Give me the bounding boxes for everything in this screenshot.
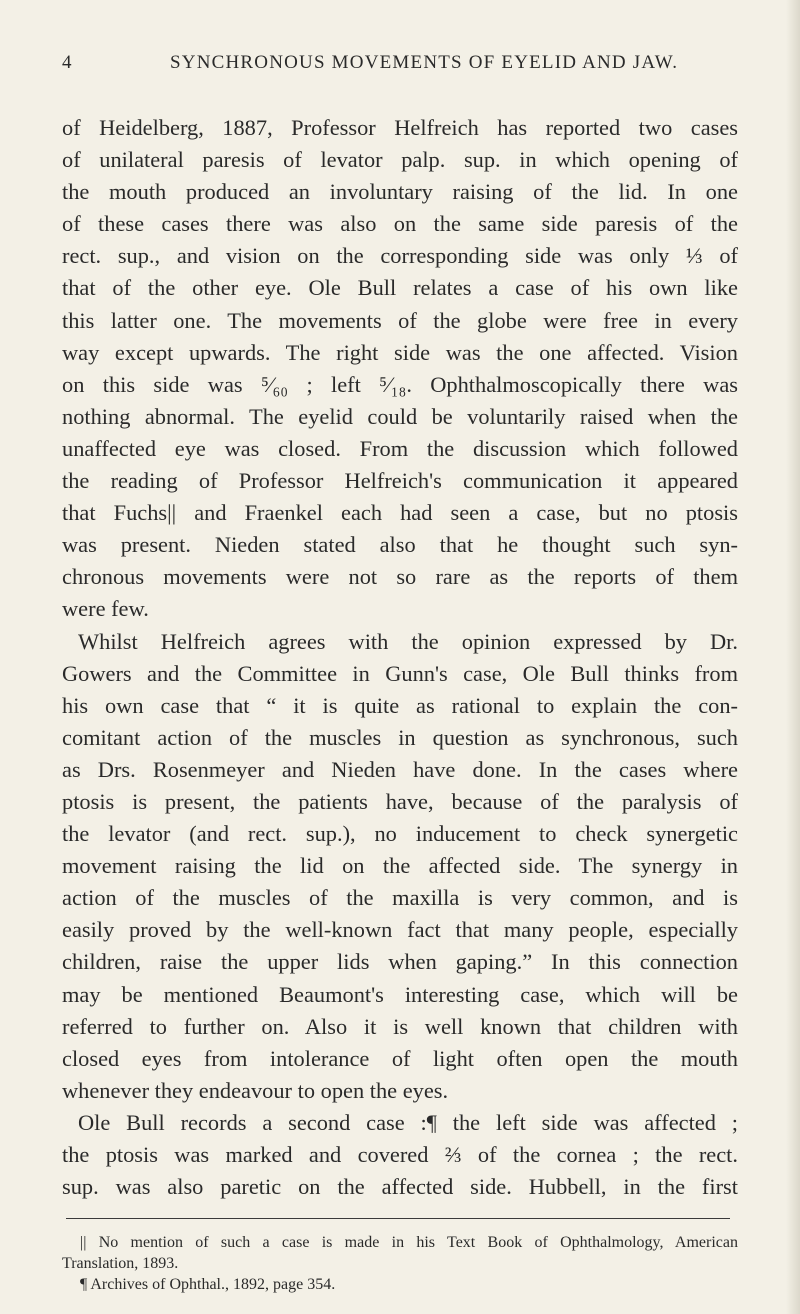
text-line: Ole Bull records a second case :¶ the left side was affected ; [78, 1109, 738, 1135]
text-line: the mouth produced an involuntary raising of the lid. In one [62, 179, 738, 205]
text-line: referred to further on. Also it is well known that children with [62, 1013, 738, 1039]
page-edge-shadow [786, 0, 800, 1314]
text-line: that of the other eye. Ole Bull relates a case of his own like [62, 275, 738, 301]
text-line: his own case that “ it is quite as rational to explain the con- [62, 692, 738, 718]
text-line: this latter one. The movements of the globe were free in every [62, 307, 738, 333]
text-line: comitant action of the muscles in question as synchronous, such [62, 724, 738, 750]
text-line: the levator (and rect. sup.), no inducement to check synergetic [62, 821, 738, 847]
text-line: that Fuchs|| and Fraenkel each had seen a case, but no ptosis [62, 500, 738, 526]
running-header [62, 52, 722, 82]
text-line: were few. [62, 596, 149, 622]
text-line: nothing abnormal. The eyelid could be voluntarily raised when the [62, 403, 738, 429]
text-line: closed eyes from intolerance of light often open the mouth [62, 1045, 738, 1071]
text-line: was present. Nieden stated also that he thought such syn- [62, 532, 738, 558]
text-line: unaffected eye was closed. From the discussion which followed [62, 435, 738, 461]
body-text [62, 112, 738, 1203]
text-line: Gowers and the Committee in Gunn's case, Ole Bull thinks from [62, 660, 738, 686]
footnote-line: Translation, 1893. [62, 1255, 179, 1272]
text-line: on this side was ⁵⁄₆₀ ; left ⁵⁄₁₈. Ophthalmoscopically there was [62, 371, 738, 397]
text-line: children, raise the upper lids when gaping.” In this connection [62, 949, 738, 975]
text-line: way except upwards. The right side was the one affected. Vision [62, 339, 738, 365]
text-line: ptosis is present, the patients have, because of the paralysis of [62, 788, 738, 814]
text-line: of these cases there was also on the same side paresis of the [62, 211, 738, 237]
page-number: 4 [62, 52, 73, 73]
text-line: may be mentioned Beaumont's interesting case, which will be [62, 981, 738, 1007]
text-line: of Heidelberg, 1887, Professor Helfreich has reported two cases [62, 115, 738, 140]
text-line: of unilateral paresis of levator palp. sup. in which opening of [62, 147, 738, 173]
text-line: easily proved by the well-known fact that many people, especially [62, 917, 738, 943]
text-line: movement raising the lid on the affected side. The synergy in [62, 853, 738, 879]
footnote-rule [66, 1218, 730, 1219]
text-line: sup. was also paretic on the affected side. Hubbell, in the first [62, 1174, 738, 1200]
text-line: the reading of Professor Helfreich's communication it appeared [62, 468, 738, 494]
running-title: SYNCHRONOUS MOVEMENTS OF EYELID AND JAW. [170, 52, 679, 73]
footnote-line: || No mention of such a case is made in his Text Book of Ophthalmology, American [80, 1234, 738, 1251]
footnote-line: ¶ Archives of Ophthal., 1892, page 354. [80, 1276, 336, 1293]
text-line: as Drs. Rosenmeyer and Nieden have done. In the cases where [62, 756, 738, 782]
text-line: the ptosis was marked and covered ⅔ of the cornea ; the rect. [62, 1142, 738, 1167]
text-line: whenever they endeavour to open the eyes. [62, 1077, 449, 1103]
footnotes [62, 1232, 738, 1295]
text-line: Whilst Helfreich agrees with the opinion expressed by Dr. [78, 628, 738, 654]
text-line: rect. sup., and vision on the corresponding side was only ⅓ of [62, 243, 738, 269]
text-line: action of the muscles of the maxilla is very common, and is [62, 885, 738, 911]
text-line: chronous movements were not so rare as the reports of them [62, 564, 738, 590]
